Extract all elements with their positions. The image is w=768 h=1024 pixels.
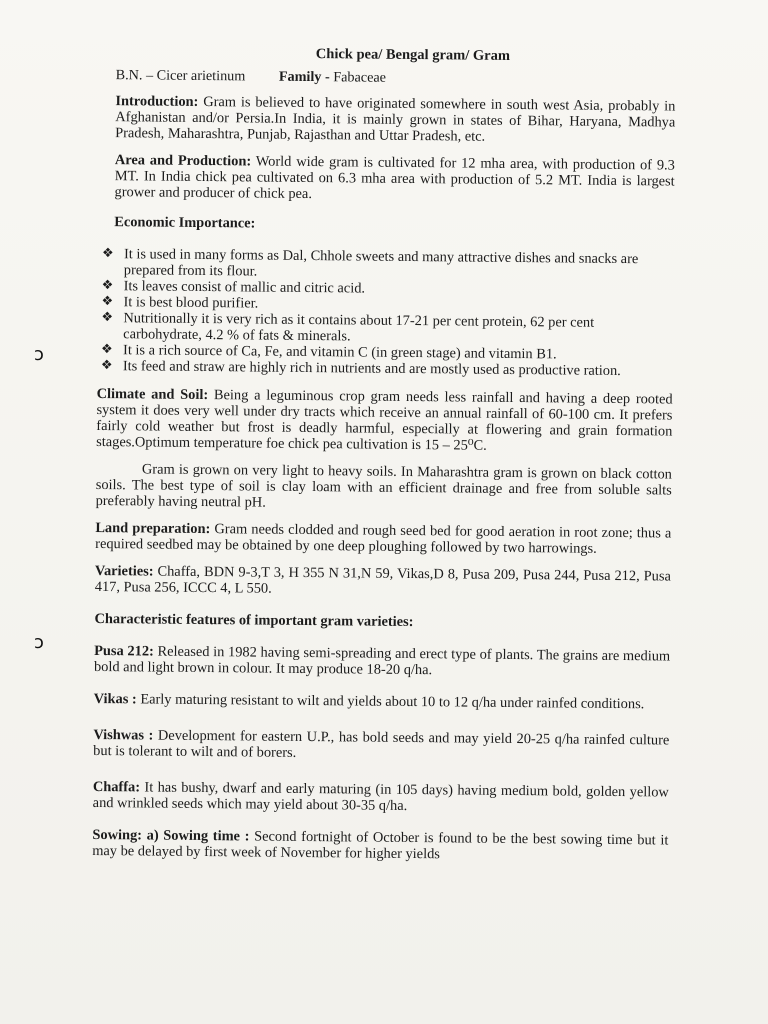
list-item-text: It is best blood purifier. bbox=[123, 294, 259, 312]
variety-detail-paragraph bbox=[93, 727, 669, 765]
introduction-text: Gram is believed to have originated somewhere in south west Asia, probably in Afghanistan and/or Persia.In India, it is mainly grown in states of Bihar, Haryana, Madhya Pradesh, Maharashtra, Punjab, Rajasthan and Uttar Pradesh, etc. bbox=[115, 93, 676, 145]
bullet-icon: ❖ bbox=[101, 341, 113, 357]
sowing-text: Second fortnight of October is found to be the best sowing time but it may be delayed by first week of November for higher yields bbox=[92, 828, 669, 863]
variety-text: It has bushy, dwarf and early maturing (in 105 days) having medium bold, golden yellow and wrinkled seeds which may yield about 30-35 q/ha. bbox=[92, 779, 669, 814]
family-name bbox=[279, 69, 386, 86]
varieties-text: Chaffa, BDN 9-3,T 3, H 355 N 31,N 59, Vikas,D 8, Pusa 209, Pusa 244, Pusa 212, Pusa 417, Pusa 256, ICCC 4, L 550. bbox=[94, 563, 671, 597]
family-value: Fabaceae bbox=[333, 69, 387, 86]
variety-name: Pusa 212: bbox=[94, 642, 154, 660]
climate-soil-text: Being a leguminous crop gram needs less rainfall and having a deep rooted system it does very well under dry tracts which receive an annual rainfall of 60-100 cm. It prefers fairly cold weather but frost is deadly harmful, especially at flowering and grain formation stages.Optimum temperature foe chick pea cultivation is 15 – 25⁰C. bbox=[96, 387, 673, 454]
family-label: Family - bbox=[278, 68, 334, 86]
list-item-text: Its feed and straw are highly rich in nutrients and are mostly used as productive ration. bbox=[122, 358, 621, 380]
list-item-text: It is used in many forms as Dal, Chhole sweets and many attractive dishes and snacks are prepared from its flour. bbox=[123, 246, 639, 280]
variety-detail-paragraph bbox=[94, 643, 670, 681]
soil-paragraph: Gram is grown on very light to heavy soils. In Maharashtra gram is grown on black cotton soils. The best type of soil is clay loam with an efficient drainage and free from soluble salts preferably having neutral pH. bbox=[95, 461, 672, 511]
area-production-paragraph bbox=[115, 152, 675, 205]
variety-name: Vikas : bbox=[93, 690, 137, 708]
variety-name: Chaffa: bbox=[92, 778, 141, 796]
climate-soil-paragraph bbox=[96, 386, 673, 456]
list-item-text: Nutritionally it is very rich as it contains about 17-21 per cent protein, 62 per cent carbohydrate, 4.2 % of fats & minerals. bbox=[123, 310, 595, 345]
bullet-icon: ❖ bbox=[101, 245, 114, 261]
varieties-heading: Varieties: bbox=[94, 562, 154, 580]
variety-name: Vishwas : bbox=[93, 726, 154, 744]
sowing-paragraph bbox=[92, 827, 668, 865]
bullet-icon: ❖ bbox=[100, 357, 113, 373]
document-body bbox=[92, 44, 676, 875]
list-item-text: Its leaves consist of mallic and citric acid. bbox=[123, 278, 366, 297]
bullet-icon: ❖ bbox=[101, 293, 114, 309]
land-preparation-paragraph bbox=[95, 520, 671, 558]
bullet-icon: ❖ bbox=[101, 277, 114, 293]
introduction-heading: Introduction: bbox=[115, 93, 199, 110]
land-preparation-heading: Land preparation: bbox=[95, 519, 211, 538]
botanical-name-line bbox=[116, 67, 676, 88]
punch-hole-mark: ↄ bbox=[34, 344, 44, 365]
variety-text: Development for eastern U.P., has bold seeds and may yield 20-25 q/ha rainfed culture but is tolerant to wilt and of borers. bbox=[93, 727, 670, 761]
characteristic-heading-text: Characteristic features of important gram varieties: bbox=[94, 610, 414, 631]
sowing-heading: Sowing: a) Sowing time : bbox=[92, 826, 250, 845]
climate-soil-heading: Climate and Soil: bbox=[96, 385, 209, 404]
variety-text: Released in 1982 having semi-spreading and erect type of plants. The grains are medium bold and light brown in colour. It may produce 18-20 q/ha. bbox=[93, 643, 671, 679]
variety-text: Early maturing resistant to wilt and yields about 10 to 12 q/ha under rainfed conditions. bbox=[136, 691, 645, 713]
introduction-paragraph bbox=[115, 93, 675, 146]
area-production-text: World wide gram is cultivated for 12 mha area, with production of 9.3 MT. In India chick pea cultivated on 6.3 mha area with production of 5.2 MT. India is largest grower and producer of chick pea. bbox=[114, 153, 675, 203]
bullet-icon: ❖ bbox=[101, 309, 114, 325]
punch-hole-mark: ↄ bbox=[34, 632, 44, 653]
economic-importance-list bbox=[97, 246, 674, 380]
area-production-heading: Area and Production: bbox=[114, 152, 252, 170]
variety-detail-paragraph bbox=[93, 779, 669, 817]
list-item-text: It is a rich source of Ca, Fe, and vitamin C (in green stage) and vitamin B1. bbox=[122, 342, 557, 363]
economic-importance-heading: Economic Importance: bbox=[114, 214, 256, 232]
characteristic-heading bbox=[94, 611, 670, 633]
varieties-paragraph bbox=[95, 563, 671, 601]
page-title: Chick pea/ Bengal gram/ Gram bbox=[315, 46, 511, 64]
variety-detail-paragraph bbox=[94, 691, 670, 713]
botanical-name: B.N. – Cicer arietinum bbox=[115, 67, 246, 85]
land-preparation-text: Gram needs clodded and rough seed bed for good aeration in root zone; thus a required seedbed may be obtained by one deep ploughing followed by two harrowings. bbox=[95, 521, 672, 557]
